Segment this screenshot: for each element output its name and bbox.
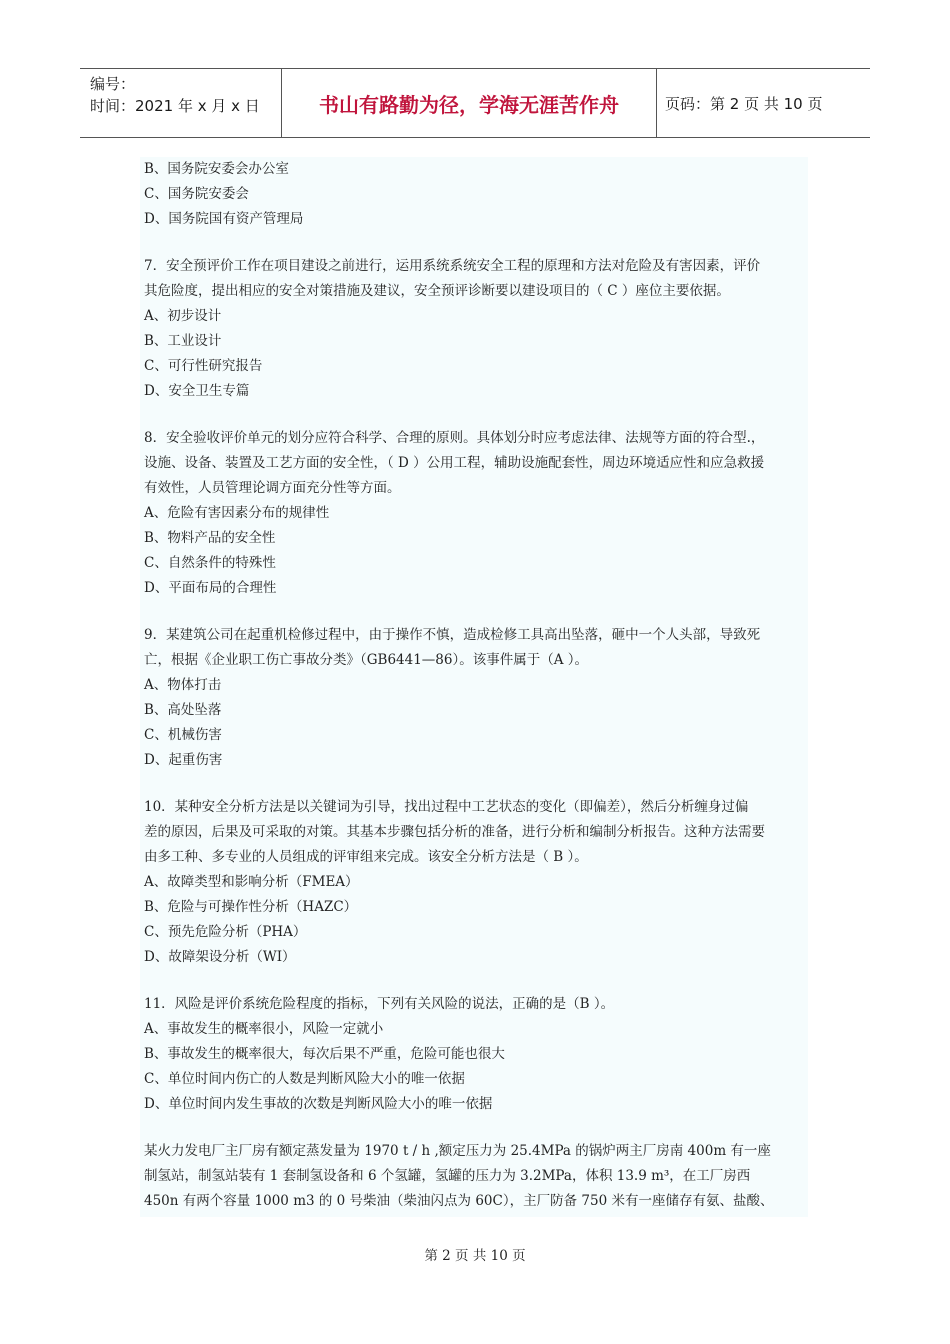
question-text-line: 9．某建筑公司在起重机检修过程中，由于操作不慎，造成检修工具高出坠落，砸中一个人头部，导致死 [144,627,761,643]
header-meta [80,69,282,137]
option-line: A、初步设计 [144,308,222,324]
option-line: B、危险与可操作性分析（HAZC） [144,899,358,915]
option-line: D、起重伤害 [144,752,223,768]
option-line: D、故障架设分析（WI） [144,949,296,965]
question-10 [144,795,808,970]
question-9 [144,623,808,773]
option-line: C、国务院安委会 [144,186,249,202]
question-text-line: 设施、设备、装置及工艺方面的安全性，（ D ）公用工程，辅助设施配套性，周边环境适应性和应急救援 [144,455,765,471]
question-11 [144,992,808,1117]
option-line: D、单位时间内发生事故的次数是判断风险大小的唯一依据 [144,1096,493,1112]
page-header [80,68,870,138]
question-text-line: 由多工种、多专业的人员组成的评审组来完成。该安全分析方法是（ B ）。 [144,849,588,865]
option-line: C、自然条件的特殊性 [144,555,276,571]
page-footer: 第 2 页 共 10 页 [424,1248,526,1264]
question-text-line: 7．安全预评价工作在项目建设之前进行，运用系统系统安全工程的原理和方法对危险及有害因素，评价 [144,258,761,274]
option-line: C、机械伤害 [144,727,222,743]
case-text-line: 某火力发电厂主厂房有额定蒸发量为 1970 t / h ,额定压力为 25.4MPa 的锅炉两主厂房南 400m 有一座 [144,1143,771,1159]
question-text-line: 其危险度，提出相应的安全对策措施及建议，安全预评诊断要以建设项目的（ C ）座位主要依据。 [144,283,730,299]
option-line: D、安全卫生专篇 [144,383,250,399]
header-motto: 书山有路勤为径，学海无涯苦作舟 [282,69,657,137]
question-text-line: 差的原因，后果及可采取的对策。其基本步骤包括分析的准备，进行分析和编制分析报告。这种方法需要 [144,824,765,840]
document-body [140,157,808,1217]
question-text-line: 8．安全验收评价单元的划分应符合科学、合理的原则。具体划分时应考虑法律、法规等方面的符合型.， [144,430,765,446]
header-page-label: 页码：第 2 页 共 10 页 [665,94,823,113]
option-line: C、可行性研究报告 [144,358,263,374]
option-line: A、事故发生的概率很小，风险一定就小 [144,1021,384,1037]
date-label: 时间：2021 年 x 月 x 日 [90,97,260,115]
option-line: B、事故发生的概率很大，每次后果不严重，危险可能也很大 [144,1046,505,1062]
case-text-line: 450n 有两个容量 1000 m3 的 0 号柴油（柴油闪点为 60C），主厂防备 750 米有一座储存有氨、盐酸、 [144,1193,774,1209]
question-text-line: 有效性，人员管理论调方面充分性等方面。 [144,480,401,496]
option-line: B、国务院安委会办公室 [144,161,289,177]
option-line: B、高处坠落 [144,702,222,718]
option-line: A、物体打击 [144,677,222,693]
option-line: D、平面布局的合理性 [144,580,277,596]
option-line: A、故障类型和影响分析（FMEA） [144,874,359,890]
option-line: D、国务院国有资产管理局 [144,211,304,227]
number-label: 编号： [90,75,136,93]
option-line: B、物料产品的安全性 [144,530,276,546]
option-line: A、危险有害因素分布的规律性 [144,505,330,521]
case-text-line: 制氢站，制氢站装有 1 套制氢设备和 6 个氢罐，氢罐的压力为 3.2MPa，体积 13.9 m³，在工厂房西 [144,1168,751,1184]
question-text-line: 10．某种安全分析方法是以关键词为引导，找出过程中工艺状态的变化（即偏差），然后分析缠身过偏 [144,799,749,815]
question-7 [144,254,808,404]
question-text-line: 11．风险是评价系统危险程度的指标，下列有关风险的说法，正确的是（B ）。 [144,996,615,1012]
question-text-line: 亡，根据《企业职工伤亡事故分类》（GB6441—86）。该事件属于（A ）。 [144,652,589,668]
option-line: C、单位时间内伤亡的人数是判断风险大小的唯一依据 [144,1071,465,1087]
question-8 [144,426,808,601]
case-paragraph [144,1139,808,1214]
option-line: C、预先危险分析（PHA） [144,924,307,940]
option-line: B、工业设计 [144,333,222,349]
